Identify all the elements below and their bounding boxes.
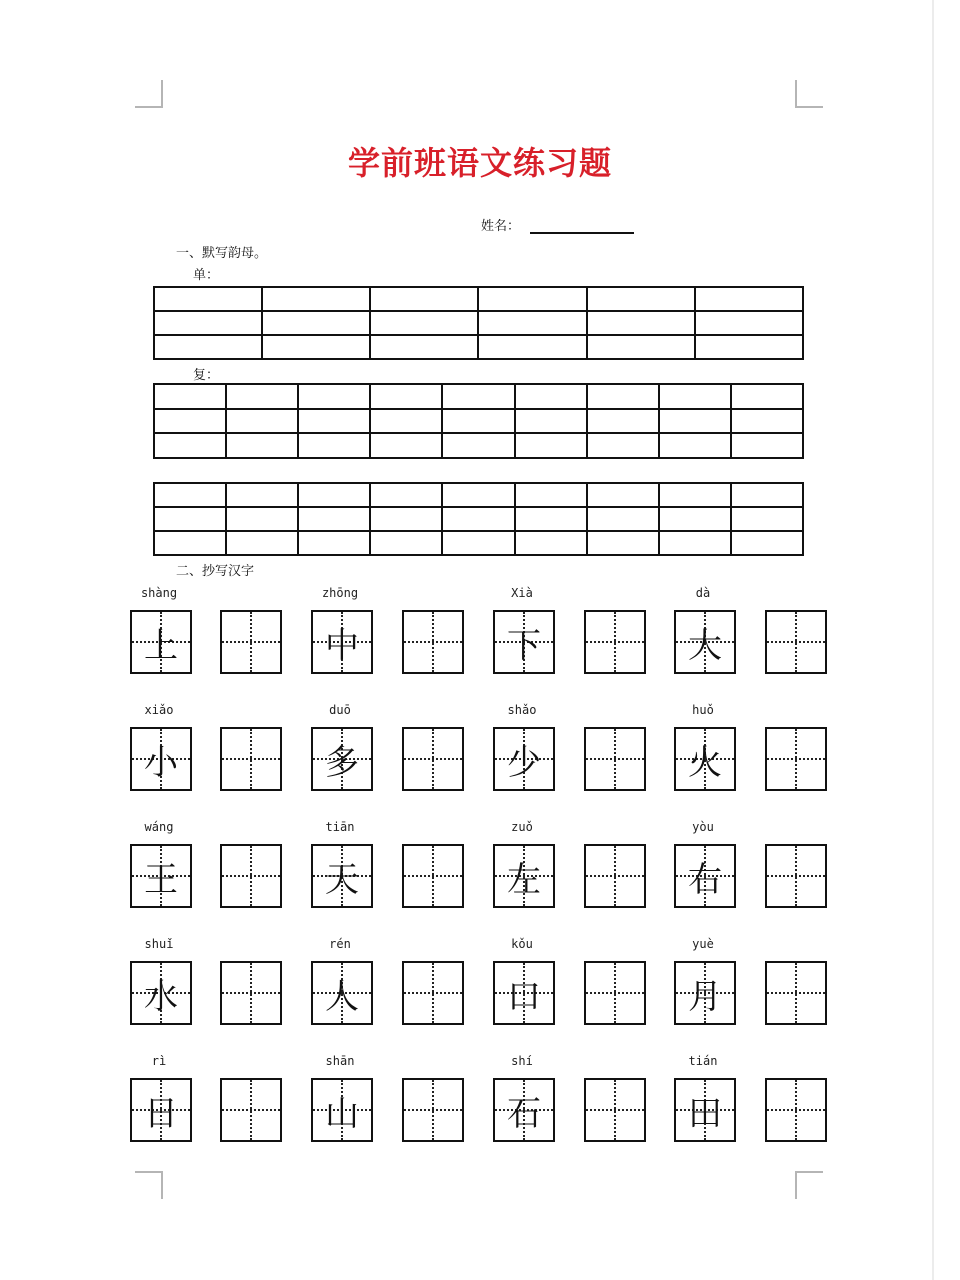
- writing-cell[interactable]: [515, 483, 587, 507]
- writing-cell[interactable]: [731, 483, 803, 507]
- page-edge: [932, 0, 934, 1280]
- model-character-box: [493, 844, 555, 908]
- writing-cell[interactable]: [587, 483, 659, 507]
- corner-mark-top-right: [795, 80, 823, 108]
- model-character: 月: [688, 976, 722, 1017]
- corner-mark-bottom-right: [795, 1171, 823, 1199]
- model-character-box: [674, 844, 736, 908]
- practice-character-box[interactable]: [584, 844, 646, 908]
- guide-line-horizontal: [404, 758, 462, 760]
- practice-character-box[interactable]: [220, 961, 282, 1025]
- writing-cell[interactable]: [226, 531, 298, 555]
- writing-cell[interactable]: [370, 335, 478, 359]
- model-character-box: [130, 844, 192, 908]
- writing-cell[interactable]: [587, 311, 695, 335]
- model-character-box: [674, 610, 736, 674]
- corner-mark-bottom-left: [135, 1171, 163, 1199]
- model-character-box: [130, 727, 192, 791]
- table-row: [154, 335, 803, 359]
- model-character-box: [130, 610, 192, 674]
- writing-cell[interactable]: [442, 409, 514, 434]
- guide-line-horizontal: [586, 758, 644, 760]
- model-character-box: [493, 961, 555, 1025]
- model-character: 石: [507, 1093, 541, 1134]
- pinyin-label: zhōng: [321, 586, 359, 600]
- writing-cell[interactable]: [154, 409, 226, 434]
- model-character: 王: [144, 859, 178, 900]
- writing-cell[interactable]: [731, 433, 803, 458]
- model-character: 右: [688, 859, 722, 900]
- practice-character-box[interactable]: [402, 844, 464, 908]
- writing-cell[interactable]: [587, 507, 659, 531]
- pinyin-label: shǎo: [507, 703, 537, 717]
- writing-cell[interactable]: [298, 433, 370, 458]
- model-character-box: [311, 961, 373, 1025]
- writing-cell[interactable]: [298, 507, 370, 531]
- writing-cell[interactable]: [370, 384, 442, 409]
- pinyin-label: shuǐ: [144, 937, 174, 951]
- writing-cell[interactable]: [370, 531, 442, 555]
- writing-cell[interactable]: [154, 384, 226, 409]
- practice-character-box[interactable]: [765, 1078, 827, 1142]
- guide-line-horizontal: [404, 1109, 462, 1111]
- guide-line-horizontal: [222, 641, 280, 643]
- pinyin-label: Xià: [511, 586, 533, 600]
- writing-cell[interactable]: [587, 287, 695, 311]
- writing-cell[interactable]: [226, 384, 298, 409]
- table-row: [154, 433, 803, 458]
- model-character: 山: [325, 1093, 359, 1134]
- model-character-box: [493, 727, 555, 791]
- practice-character-box[interactable]: [402, 727, 464, 791]
- writing-cell[interactable]: [154, 311, 262, 335]
- writing-cell[interactable]: [695, 311, 803, 335]
- writing-cell[interactable]: [659, 531, 731, 555]
- writing-cell[interactable]: [587, 384, 659, 409]
- guide-line-horizontal: [222, 992, 280, 994]
- guide-line-horizontal: [586, 1109, 644, 1111]
- practice-character-box[interactable]: [220, 844, 282, 908]
- writing-cell[interactable]: [731, 507, 803, 531]
- writing-cell[interactable]: [731, 384, 803, 409]
- writing-cell[interactable]: [370, 433, 442, 458]
- writing-cell[interactable]: [478, 335, 586, 359]
- model-character-box: [130, 1078, 192, 1142]
- table-row: [154, 287, 803, 311]
- writing-cell[interactable]: [659, 384, 731, 409]
- writing-cell[interactable]: [262, 311, 370, 335]
- writing-cell[interactable]: [587, 409, 659, 434]
- model-character: 田: [688, 1093, 722, 1134]
- writing-cell[interactable]: [226, 483, 298, 507]
- writing-cell[interactable]: [442, 507, 514, 531]
- model-character: 水: [144, 976, 178, 1017]
- model-character-box: [493, 610, 555, 674]
- compound-vowels-table-2: [153, 482, 804, 556]
- model-character: 火: [688, 742, 722, 783]
- writing-cell[interactable]: [442, 531, 514, 555]
- guide-line-horizontal: [586, 875, 644, 877]
- model-character-box: [674, 1078, 736, 1142]
- model-character: 少: [507, 742, 541, 783]
- pinyin-label: zuǒ: [511, 820, 533, 834]
- model-character: 口: [507, 976, 541, 1017]
- guide-line-horizontal: [586, 992, 644, 994]
- pinyin-label: xiǎo: [144, 703, 174, 717]
- writing-cell[interactable]: [659, 507, 731, 531]
- guide-line-horizontal: [586, 641, 644, 643]
- model-character: 下: [507, 625, 541, 666]
- pinyin-label: shān: [325, 1054, 355, 1068]
- table-row: [154, 483, 803, 507]
- single-vowels-table: [153, 286, 804, 360]
- writing-cell[interactable]: [442, 433, 514, 458]
- writing-cell[interactable]: [370, 483, 442, 507]
- writing-cell[interactable]: [442, 384, 514, 409]
- writing-cell[interactable]: [659, 433, 731, 458]
- pinyin-label: rén: [329, 937, 351, 951]
- pinyin-label: tiān: [325, 820, 355, 834]
- writing-cell[interactable]: [226, 507, 298, 531]
- pinyin-label: wáng: [144, 820, 174, 834]
- practice-character-box[interactable]: [584, 1078, 646, 1142]
- writing-cell[interactable]: [587, 433, 659, 458]
- writing-cell[interactable]: [298, 409, 370, 434]
- writing-cell[interactable]: [695, 287, 803, 311]
- name-label: 姓名：: [481, 219, 521, 234]
- table-row: [154, 507, 803, 531]
- model-character-box: [493, 1078, 555, 1142]
- model-character: 天: [325, 859, 359, 900]
- corner-mark-top-left: [135, 80, 163, 108]
- model-character: 大: [688, 625, 722, 666]
- writing-cell[interactable]: [370, 409, 442, 434]
- writing-cell[interactable]: [659, 483, 731, 507]
- pinyin-label: huǒ: [692, 703, 714, 717]
- guide-line-horizontal: [222, 875, 280, 877]
- writing-cell[interactable]: [478, 287, 586, 311]
- page-title: 学前班语文练习题: [347, 144, 612, 182]
- guide-line-horizontal: [767, 992, 825, 994]
- compound-vowels-label: 复：: [193, 368, 220, 383]
- pinyin-label: rì: [151, 1054, 167, 1068]
- writing-cell[interactable]: [262, 335, 370, 359]
- writing-cell[interactable]: [226, 433, 298, 458]
- practice-character-box[interactable]: [765, 961, 827, 1025]
- pinyin-label: tián: [688, 1054, 718, 1068]
- guide-line-horizontal: [222, 1109, 280, 1111]
- practice-character-box[interactable]: [765, 610, 827, 674]
- guide-line-horizontal: [222, 758, 280, 760]
- section1-heading: 一、默写韵母。: [176, 246, 268, 261]
- practice-character-box[interactable]: [584, 961, 646, 1025]
- model-character-box: [311, 610, 373, 674]
- pinyin-label: duō: [329, 703, 351, 717]
- pinyin-label: kǒu: [511, 937, 533, 951]
- practice-character-box[interactable]: [402, 961, 464, 1025]
- practice-character-box[interactable]: [402, 610, 464, 674]
- guide-line-horizontal: [767, 641, 825, 643]
- writing-cell[interactable]: [659, 409, 731, 434]
- practice-character-box[interactable]: [220, 1078, 282, 1142]
- writing-cell[interactable]: [154, 335, 262, 359]
- model-character-box: [674, 961, 736, 1025]
- model-character-box: [130, 961, 192, 1025]
- section2-heading: 二、抄写汉字: [176, 564, 255, 579]
- writing-cell[interactable]: [298, 384, 370, 409]
- writing-cell[interactable]: [515, 384, 587, 409]
- model-character: 上: [144, 625, 178, 666]
- writing-cell[interactable]: [731, 531, 803, 555]
- model-character: 多: [325, 742, 359, 783]
- table-row: [154, 311, 803, 335]
- writing-cell[interactable]: [515, 433, 587, 458]
- writing-cell[interactable]: [298, 531, 370, 555]
- guide-line-horizontal: [404, 992, 462, 994]
- pinyin-label: yòu: [692, 820, 714, 834]
- writing-cell[interactable]: [154, 483, 226, 507]
- practice-character-box[interactable]: [220, 727, 282, 791]
- table-row: [154, 409, 803, 434]
- writing-cell[interactable]: [587, 531, 659, 555]
- model-character-box: [674, 727, 736, 791]
- writing-cell[interactable]: [587, 335, 695, 359]
- writing-cell[interactable]: [154, 433, 226, 458]
- pinyin-label: shàng: [140, 586, 178, 600]
- writing-cell[interactable]: [515, 507, 587, 531]
- writing-cell[interactable]: [515, 531, 587, 555]
- guide-line-horizontal: [767, 875, 825, 877]
- writing-cell[interactable]: [154, 507, 226, 531]
- model-character: 中: [325, 625, 359, 666]
- writing-cell[interactable]: [262, 287, 370, 311]
- writing-cell[interactable]: [298, 483, 370, 507]
- guide-line-horizontal: [404, 875, 462, 877]
- table-row: [154, 384, 803, 409]
- guide-line-horizontal: [767, 758, 825, 760]
- single-vowels-label: 单：: [193, 268, 220, 283]
- pinyin-label: yuè: [692, 937, 714, 951]
- table-row: [154, 531, 803, 555]
- pinyin-label: dà: [695, 586, 711, 600]
- writing-cell[interactable]: [442, 483, 514, 507]
- practice-character-box[interactable]: [765, 844, 827, 908]
- model-character-box: [311, 844, 373, 908]
- model-character-box: [311, 727, 373, 791]
- practice-character-box[interactable]: [220, 610, 282, 674]
- writing-cell[interactable]: [370, 287, 478, 311]
- writing-cell[interactable]: [695, 335, 803, 359]
- writing-cell[interactable]: [154, 287, 262, 311]
- model-character: 左: [507, 859, 541, 900]
- name-blank-line[interactable]: [530, 216, 634, 234]
- practice-character-box[interactable]: [765, 727, 827, 791]
- practice-character-box[interactable]: [402, 1078, 464, 1142]
- name-field: [481, 215, 634, 234]
- writing-cell[interactable]: [515, 409, 587, 434]
- compound-vowels-table-1: [153, 383, 804, 459]
- writing-cell[interactable]: [370, 311, 478, 335]
- model-character: 人: [325, 976, 359, 1017]
- model-character: 日: [144, 1093, 178, 1134]
- guide-line-horizontal: [767, 1109, 825, 1111]
- guide-line-horizontal: [404, 641, 462, 643]
- model-character: 小: [144, 742, 178, 783]
- writing-cell[interactable]: [226, 409, 298, 434]
- writing-cell[interactable]: [370, 507, 442, 531]
- writing-cell[interactable]: [731, 409, 803, 434]
- practice-character-box[interactable]: [584, 727, 646, 791]
- writing-cell[interactable]: [154, 531, 226, 555]
- model-character-box: [311, 1078, 373, 1142]
- pinyin-label: shí: [511, 1054, 533, 1068]
- practice-character-box[interactable]: [584, 610, 646, 674]
- writing-cell[interactable]: [478, 311, 586, 335]
